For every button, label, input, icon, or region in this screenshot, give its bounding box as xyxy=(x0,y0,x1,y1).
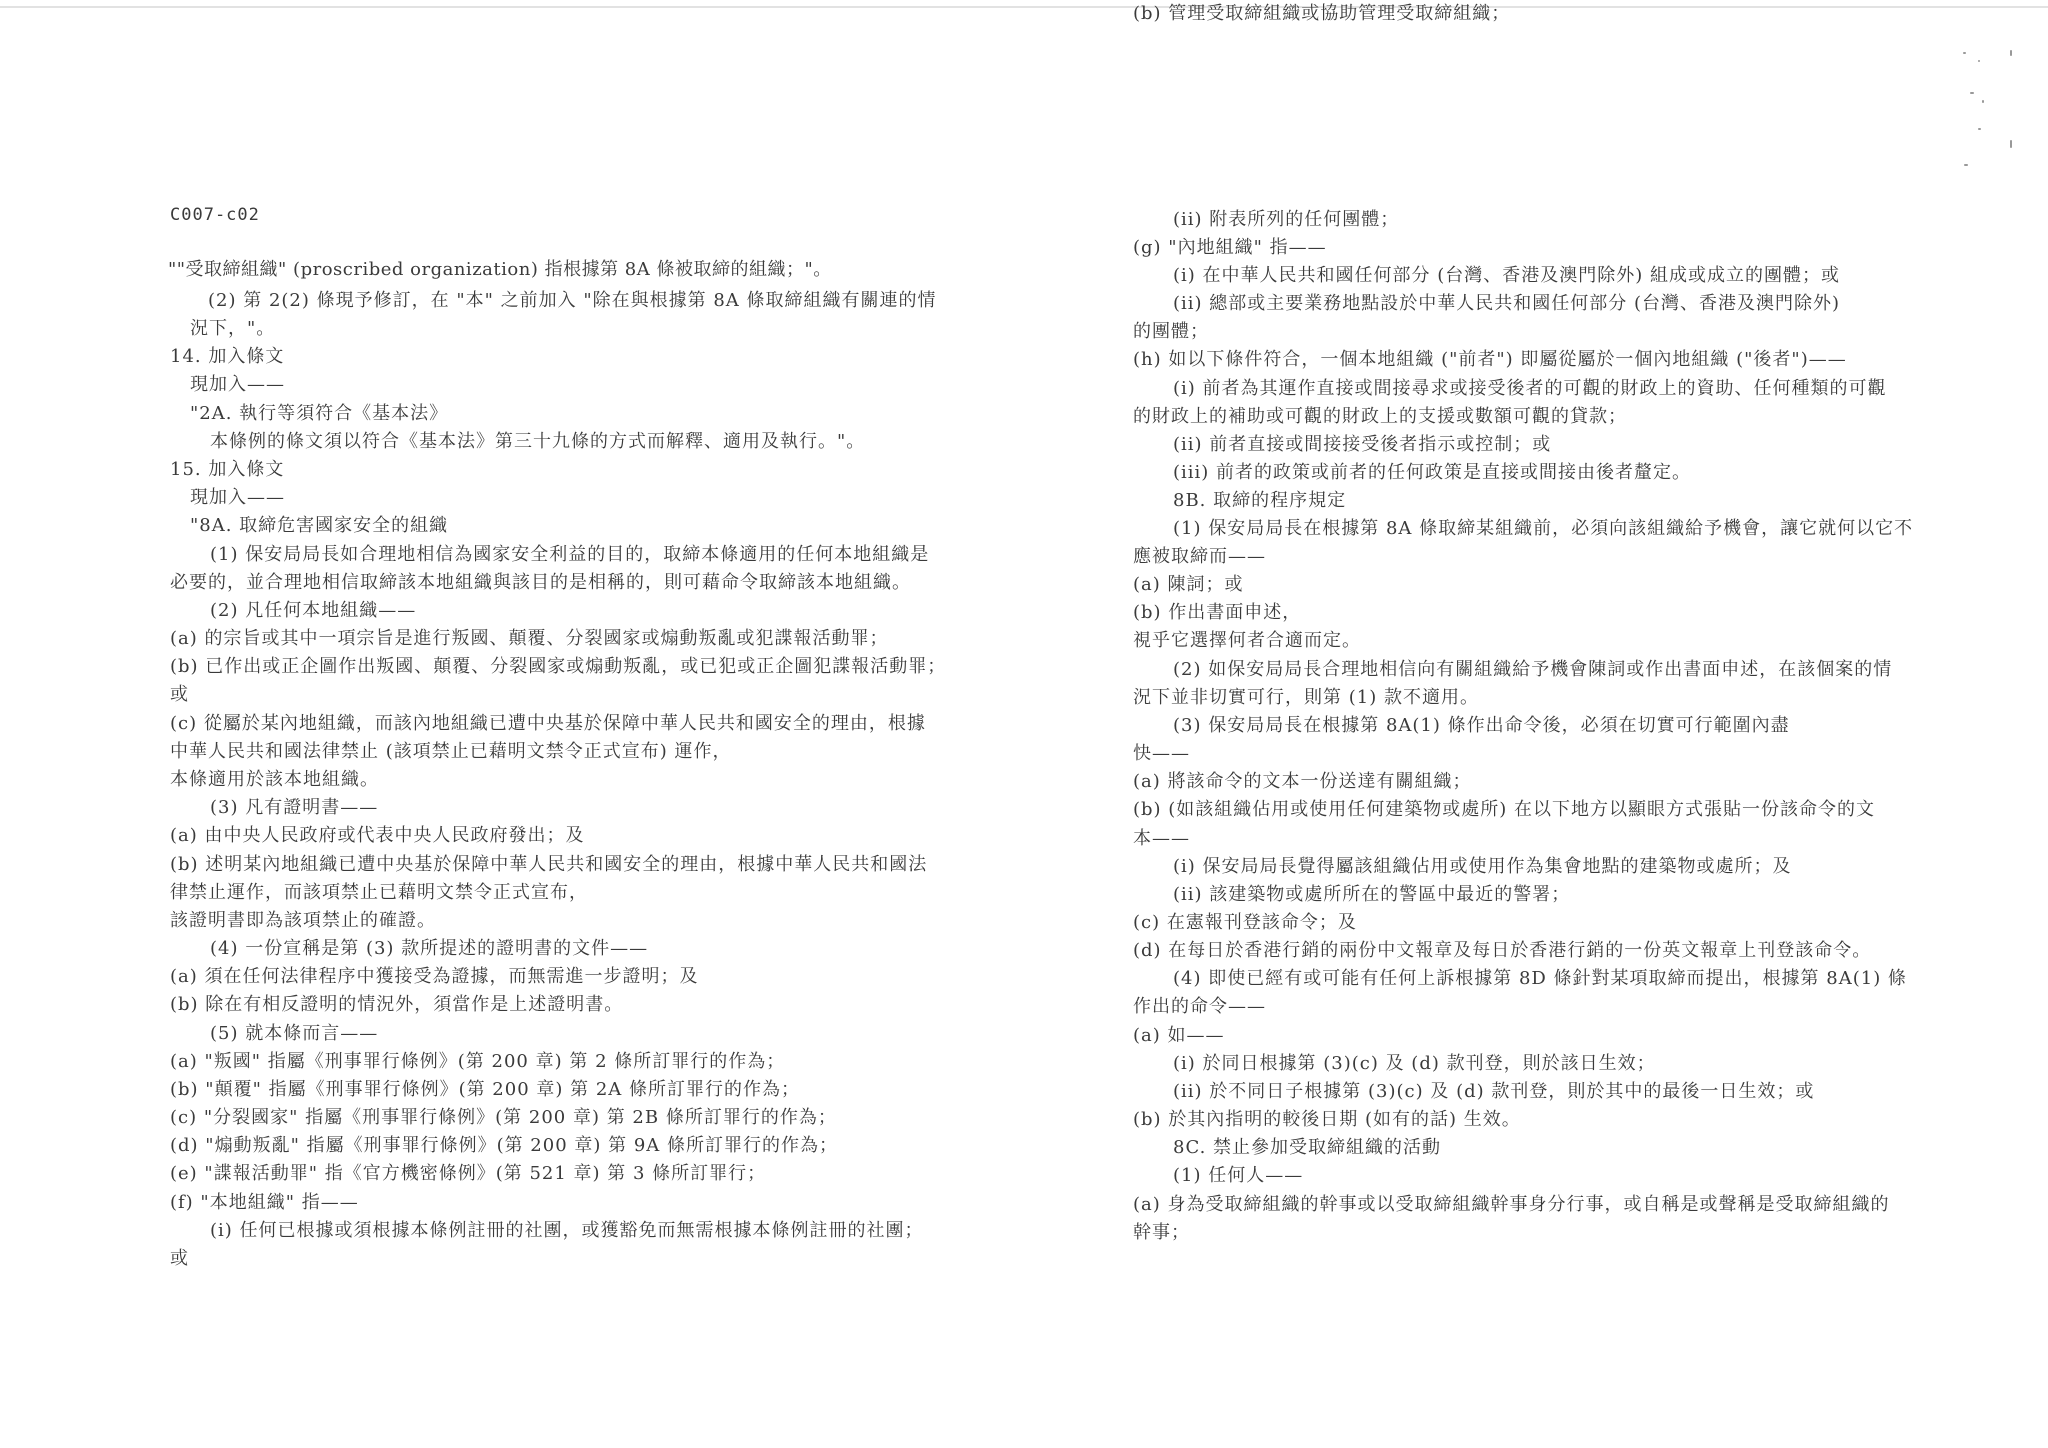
right-line-32: (ii) 於不同日子根據第 (3)(c) 及 (d) 款刊登，則於其中的最後一日生效；或 xyxy=(1173,1081,1815,1102)
right-line-1: (ii) 附表所列的任何團體； xyxy=(1173,209,1400,230)
left-line-7: 本條例的條文須以符合《基本法》第三十九條的方式而解釋、適用及執行。"。 xyxy=(210,431,866,452)
left-line-4: 14. 加入條文 xyxy=(170,346,285,367)
left-line-20: (3) 凡有證明書—— xyxy=(210,797,379,818)
right-line-35: (1) 任何人—— xyxy=(1173,1165,1304,1186)
right-line-12: (1) 保安局局長在根據第 8A 條取締某組織前，必須向該組織給予機會，讓它就何以它不 xyxy=(1173,518,1914,539)
left-line-31: (c) "分裂國家" 指屬《刑事罪行條例》(第 200 章) 第 2B 條所訂罪行的作為； xyxy=(170,1107,837,1128)
right-line-13: 應被取締而—— xyxy=(1133,546,1266,567)
left-line-30: (b) "顛覆" 指屬《刑事罪行條例》(第 200 章) 第 2A 條所訂罪行的作為； xyxy=(170,1079,801,1100)
right-line-27: (d) 在每日於香港行銷的兩份中文報章及每日於香港行銷的一份英文報章上刊登該命令。 xyxy=(1133,940,1872,961)
left-line-17: (c) 從屬於某內地組織，而該內地組織已遭中央基於保障中華人民共和國安全的理由，根據 xyxy=(170,713,926,734)
left-line-13: (2) 凡任何本地組織—— xyxy=(210,600,417,621)
right-line-31: (i) 於同日根據第 (3)(c) 及 (d) 款刊登，則於該日生效； xyxy=(1173,1053,1656,1074)
left-line-34: (f) "本地組織" 指—— xyxy=(170,1192,359,1213)
right-line-37: 幹事； xyxy=(1133,1222,1190,1243)
right-line-29: 作出的命令—— xyxy=(1133,996,1266,1017)
left-line-26: (a) 須在任何法律程序中獲接受為證據，而無需進一步證明；及 xyxy=(170,966,699,987)
right-line-10: (iii) 前者的政策或前者的任何政策是直接或間接由後者釐定。 xyxy=(1173,462,1692,483)
scan-specks xyxy=(1960,40,2020,180)
right-line-21: (a) 將該命令的文本一份送達有關組織； xyxy=(1133,771,1472,792)
right-line-5: 的團體； xyxy=(1133,321,1209,342)
left-line-15: (b) 已作出或正企圖作出叛國、顛覆、分裂國家或煽動叛亂，或已犯或正企圖犯諜報活動罪； xyxy=(170,656,947,677)
right-line-18: 況下並非切實可行，則第 (1) 款不適用。 xyxy=(1133,687,1479,708)
right-line-33: (b) 於其內指明的較後日期 (如有的話) 生效。 xyxy=(1133,1109,1521,1130)
right-line-28: (4) 即使已經有或可能有任何上訴根據第 8D 條針對某項取締而提出，根據第 8A(1) 條 xyxy=(1173,968,1907,989)
left-line-3: 況下，"。 xyxy=(190,318,276,339)
right-line-8: 的財政上的補助或可觀的財政上的支援或數額可觀的貸款； xyxy=(1133,406,1627,427)
right-line-11: 8B. 取締的程序規定 xyxy=(1173,490,1347,511)
left-line-23: 律禁止運作，而該項禁止已藉明文禁令正式宣布， xyxy=(170,882,588,903)
document-code: C007-c02 xyxy=(170,205,260,225)
left-line-19: 本條適用於該本地組織。 xyxy=(170,769,379,790)
left-line-24: 該證明書即為該項禁止的確證。 xyxy=(170,910,436,931)
right-line-17: (2) 如保安局局長合理地相信向有關組織給予機會陳詞或作出書面申述，在該個案的情 xyxy=(1173,659,1893,680)
right-line-7: (i) 前者為其運作直接或間接尋求或接受後者的可觀的財政上的資助、任何種類的可觀 xyxy=(1173,378,1887,399)
left-line-28: (5) 就本條而言—— xyxy=(210,1023,379,1044)
right-line-4: (ii) 總部或主要業務地點設於中華人民共和國任何部分 (台灣、香港及澳門除外) xyxy=(1173,293,1841,314)
right-line-22: (b) (如該組織佔用或使用任何建築物或處所) 在以下地方以顯眼方式張貼一份該命令的文 xyxy=(1133,799,1876,820)
left-line-14: (a) 的宗旨或其中一項宗旨是進行叛國、顛覆、分裂國家或煽動叛亂或犯諜報活動罪； xyxy=(170,628,889,649)
right-line-19: (3) 保安局局長在根據第 8A(1) 條作出命令後，必須在切實可行範圍內盡 xyxy=(1173,715,1790,736)
left-line-27: (b) 除在有相反證明的情況外，須當作是上述證明書。 xyxy=(170,994,624,1015)
left-line-6: "2A. 執行等須符合《基本法》 xyxy=(190,403,449,424)
left-line-2: (2) 第 2(2) 條現予修訂，在 "本" 之前加入 "除在與根據第 8A 條取締組織有關連的情 xyxy=(208,290,937,311)
right-line-3: (i) 在中華人民共和國任何部分 (台灣、香港及澳門除外) 組成或成立的團體；或 xyxy=(1173,265,1841,286)
left-line-16: 或 xyxy=(170,684,189,705)
left-line-36: 或 xyxy=(170,1248,189,1269)
scan-edge-line xyxy=(0,6,2048,8)
left-line-1: ""受取締組織" (proscribed organization) 指根據第 8A 條被取締的組織；"。 xyxy=(168,259,832,280)
left-line-8: 15. 加入條文 xyxy=(170,459,285,480)
right-line-23: 本—— xyxy=(1133,828,1190,849)
left-line-22: (b) 述明某內地組織已遭中央基於保障中華人民共和國安全的理由，根據中華人民共和國法 xyxy=(170,854,928,875)
left-line-25: (4) 一份宣稱是第 (3) 款所提述的證明書的文件—— xyxy=(210,938,649,959)
right-line-15: (b) 作出書面申述， xyxy=(1133,602,1302,623)
left-line-10: "8A. 取締危害國家安全的組織 xyxy=(190,515,449,536)
right-line-14: (a) 陳詞；或 xyxy=(1133,574,1244,595)
left-line-35: (i) 任何已根據或須根據本條例註冊的社團，或獲豁免而無需根據本條例註冊的社團； xyxy=(210,1220,924,1241)
left-line-11: (1) 保安局局長如合理地相信為國家安全利益的目的，取締本條適用的任何本地組織是 xyxy=(210,544,930,565)
left-line-9: 現加入—— xyxy=(190,487,285,508)
right-line-24: (i) 保安局局長覺得屬該組織佔用或使用作為集會地點的建築物或處所；及 xyxy=(1173,856,1792,877)
left-line-18: 中華人民共和國法律禁止 (該項禁止已藉明文禁令正式宣布) 運作， xyxy=(170,741,732,762)
right-line-26: (c) 在憲報刊登該命令；及 xyxy=(1133,912,1357,933)
right-line-25: (ii) 該建築物或處所所在的警區中最近的警署； xyxy=(1173,884,1571,905)
right-line-20: 快—— xyxy=(1133,743,1190,764)
right-line-38: (b) 管理受取締組織或協助管理受取締組織； xyxy=(1133,3,1511,24)
left-line-29: (a) "叛國" 指屬《刑事罪行條例》(第 200 章) 第 2 條所訂罪行的作為； xyxy=(170,1051,786,1072)
right-line-30: (a) 如—— xyxy=(1133,1025,1225,1046)
right-line-9: (ii) 前者直接或間接接受後者指示或控制；或 xyxy=(1173,434,1552,455)
left-line-5: 現加入—— xyxy=(190,374,285,395)
right-line-34: 8C. 禁止參加受取締組織的活動 xyxy=(1173,1137,1442,1158)
right-line-36: (a) 身為受取締組織的幹事或以受取締組織幹事身分行事，或自稱是或聲稱是受取締組織的 xyxy=(1133,1194,1890,1215)
left-line-12: 必要的，並合理地相信取締該本地組織與該目的是相稱的，則可藉命令取締該本地組織。 xyxy=(170,572,911,593)
right-line-2: (g) "內地組織" 指—— xyxy=(1133,237,1327,258)
right-line-16: 視乎它選擇何者合適而定。 xyxy=(1133,630,1361,651)
right-line-6: (h) 如以下條件符合，一個本地組織 ("前者") 即屬從屬於一個內地組織 ("後者")—— xyxy=(1133,349,1847,370)
left-line-32: (d) "煽動叛亂" 指屬《刑事罪行條例》(第 200 章) 第 9A 條所訂罪行的作為； xyxy=(170,1135,839,1156)
left-line-21: (a) 由中央人民政府或代表中央人民政府發出；及 xyxy=(170,825,585,846)
left-line-33: (e) "諜報活動罪" 指《官方機密條例》(第 521 章) 第 3 條所訂罪行； xyxy=(170,1163,767,1184)
